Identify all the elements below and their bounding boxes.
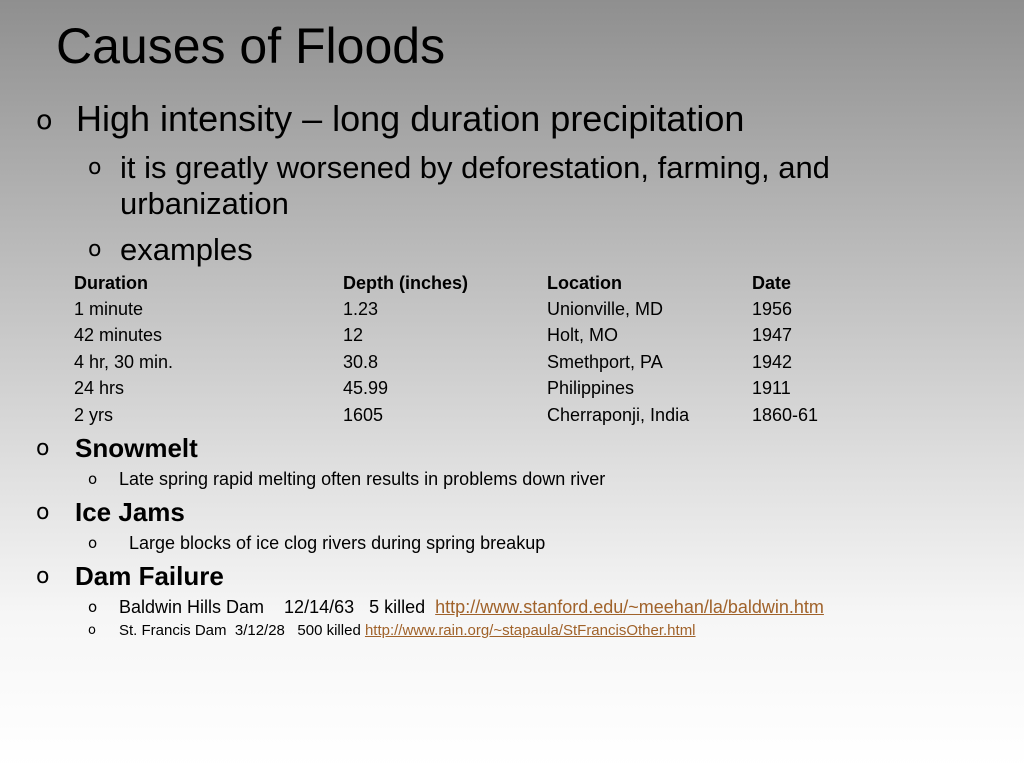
bullet-icon: o [88, 534, 98, 552]
st-francis-text: St. Francis Dam 3/12/28 500 killed [119, 622, 365, 639]
sub-bullet-st-francis [119, 621, 696, 641]
table-row [68, 376, 858, 402]
bullet-icon: o [88, 470, 98, 488]
cell-duration: 4 hr, 30 min. [74, 351, 174, 372]
bullet-precipitation: High intensity – long duration precipitation [76, 98, 745, 139]
sub-bullet-snowmelt: Late spring rapid melting often results in problems down river [119, 469, 606, 489]
slide-title: Causes of Floods [56, 18, 446, 74]
header-depth: Depth (inches) [343, 272, 469, 293]
bullet-icon: o [88, 598, 98, 616]
sub-bullet-examples: examples [120, 232, 253, 267]
header-location: Location [547, 272, 622, 293]
table-row [68, 323, 858, 349]
cell-location: Cherraponji, India [547, 404, 690, 425]
cell-date: 1956 [752, 299, 793, 320]
cell-location: Philippines [547, 378, 635, 399]
examples-table [68, 270, 858, 428]
cell-location: Smethport, PA [547, 351, 663, 372]
cell-depth: 1605 [343, 404, 384, 425]
bullet-icon: o [88, 155, 102, 180]
cell-date: 1947 [752, 325, 793, 346]
bullet-icon: o [36, 436, 50, 461]
table-row [68, 349, 858, 375]
bullet-icon: o [88, 237, 102, 262]
cell-date: 1911 [752, 378, 791, 399]
cell-depth: 12 [343, 325, 364, 346]
cell-duration: 2 yrs [74, 404, 114, 425]
bullet-icon: o [36, 105, 53, 136]
cell-depth: 30.8 [343, 351, 379, 372]
bullet-ice-jams: Ice Jams [75, 497, 185, 527]
bullet-icon: o [36, 500, 50, 525]
header-duration: Duration [74, 272, 148, 293]
sub-bullet-ice-jams: Large blocks of ice clog rivers during spring breakup [129, 533, 546, 553]
cell-depth: 45.99 [343, 378, 389, 399]
sub-bullet-worsened: it is greatly worsened by deforestation, farming, and urbanization [120, 150, 830, 221]
bullet-icon: o [88, 623, 96, 638]
cell-location: Holt, MO [547, 325, 619, 346]
cell-duration: 1 minute [74, 299, 144, 320]
cell-duration: 24 hrs [74, 378, 125, 399]
header-date: Date [752, 272, 792, 293]
cell-duration: 42 minutes [74, 325, 163, 346]
table-row [68, 296, 858, 322]
baldwin-hills-link[interactable]: http://www.stanford.edu/~meehan/la/baldwin.htm [435, 597, 824, 617]
cell-location: Unionville, MD [547, 299, 664, 320]
table-row [68, 402, 858, 428]
bullet-snowmelt: Snowmelt [75, 433, 198, 463]
st-francis-link[interactable]: http://www.rain.org/~stapaula/StFrancisOther.html [364, 622, 696, 639]
cell-date: 1860-61 [752, 404, 819, 425]
table-header-row [68, 270, 858, 296]
baldwin-hills-text: Baldwin Hills Dam 12/14/63 5 killed [119, 597, 431, 617]
bullet-dam-failure: Dam Failure [75, 561, 224, 591]
cell-date: 1942 [752, 351, 793, 372]
cell-depth: 1.23 [343, 299, 379, 320]
sub-bullet-baldwin-hills [119, 595, 824, 619]
bullet-icon: o [36, 564, 50, 589]
